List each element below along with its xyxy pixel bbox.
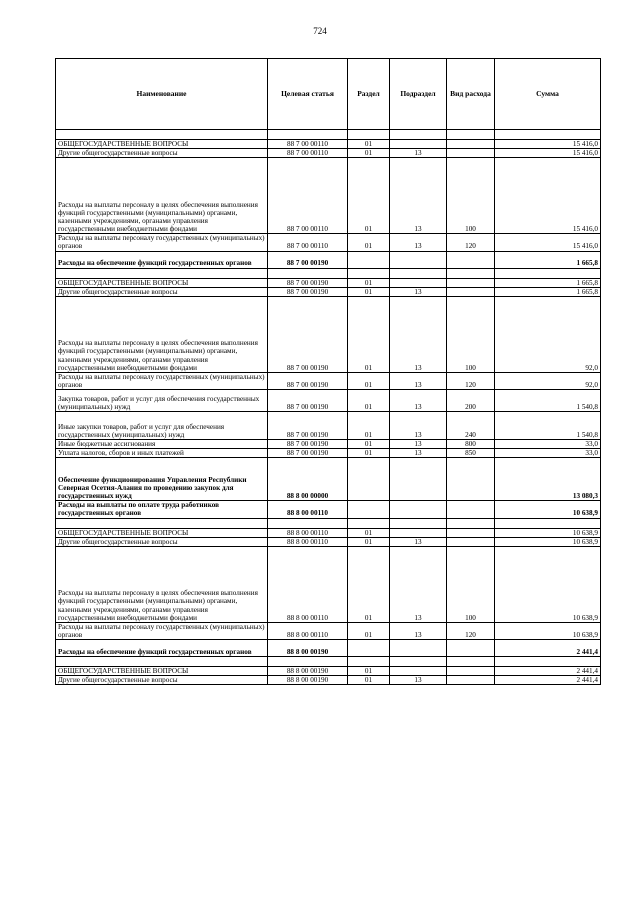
cell-target: 88 7 00 00190 (268, 278, 348, 287)
cell-expense-type (447, 149, 495, 158)
cell-sum: 10 638,9 (495, 546, 601, 622)
cell-section: 01 (348, 158, 390, 234)
cell-target: 88 7 00 00190 (268, 372, 348, 389)
cell-expense-type: 240 (447, 412, 495, 440)
table-row (56, 296, 601, 372)
cell-subsection (390, 528, 447, 537)
cell-section: 01 (348, 234, 390, 251)
table-row (56, 458, 601, 501)
spacer-row (56, 130, 601, 140)
table-row (56, 278, 601, 287)
spacer-cell (348, 130, 390, 140)
cell-sum: 1 540,8 (495, 412, 601, 440)
cell-expense-type: 120 (447, 622, 495, 639)
cell-name: Другие общегосударственные вопросы (56, 676, 268, 685)
table-row (56, 390, 601, 412)
cell-target: 88 8 00 00110 (268, 546, 348, 622)
cell-sum: 33,0 (495, 449, 601, 458)
spacer-cell (447, 657, 495, 667)
cell-expense-type (447, 676, 495, 685)
table-row (56, 546, 601, 622)
spacer-cell (268, 268, 348, 278)
cell-sum: 92,0 (495, 372, 601, 389)
spacer-cell (447, 268, 495, 278)
cell-subsection: 13 (390, 234, 447, 251)
cell-section: 01 (348, 546, 390, 622)
cell-section (348, 251, 390, 268)
cell-subsection: 13 (390, 537, 447, 546)
cell-subsection: 13 (390, 449, 447, 458)
cell-expense-type: 800 (447, 440, 495, 449)
cell-sum: 13 080,3 (495, 458, 601, 501)
cell-section: 01 (348, 528, 390, 537)
cell-expense-type (447, 667, 495, 676)
cell-target: 88 8 00 00000 (268, 458, 348, 501)
header-subsection: Подраздел (390, 59, 447, 130)
table-row (56, 501, 601, 518)
budget-table (55, 58, 601, 685)
table-row (56, 537, 601, 546)
table-row (56, 676, 601, 685)
cell-subsection: 13 (390, 158, 447, 234)
cell-sum: 15 416,0 (495, 140, 601, 149)
cell-subsection: 13 (390, 149, 447, 158)
spacer-row (56, 268, 601, 278)
spacer-cell (390, 130, 447, 140)
cell-subsection: 13 (390, 412, 447, 440)
cell-name: Расходы на обеспечение функций государственных органов (56, 640, 268, 657)
cell-expense-type: 200 (447, 390, 495, 412)
cell-expense-type: 100 (447, 158, 495, 234)
cell-section (348, 640, 390, 657)
spacer-cell (495, 657, 601, 667)
table-row (56, 449, 601, 458)
cell-subsection: 13 (390, 287, 447, 296)
spacer-cell (495, 518, 601, 528)
cell-expense-type (447, 251, 495, 268)
table-row (56, 440, 601, 449)
table-header-row (56, 59, 601, 130)
header-target: Целевая статья (268, 59, 348, 130)
cell-target: 88 7 00 00190 (268, 440, 348, 449)
cell-expense-type: 120 (447, 234, 495, 251)
spacer-cell (268, 518, 348, 528)
cell-name: Расходы на обеспечение функций государственных органов (56, 251, 268, 268)
spacer-row (56, 657, 601, 667)
cell-expense-type (447, 501, 495, 518)
cell-target: 88 8 00 00110 (268, 501, 348, 518)
cell-section: 01 (348, 440, 390, 449)
table-row (56, 149, 601, 158)
cell-target: 88 7 00 00110 (268, 158, 348, 234)
cell-target: 88 7 00 00190 (268, 449, 348, 458)
spacer-cell (268, 130, 348, 140)
cell-subsection: 13 (390, 440, 447, 449)
cell-section: 01 (348, 449, 390, 458)
cell-name: Расходы на выплаты персоналу в целях обеспечения выполнения функций государственными (муниципальными) органами, казенными учреждениями, органами управления государственными внебюджетными фондами (56, 296, 268, 372)
cell-name: Расходы на выплаты персоналу в целях обеспечения выполнения функций государственными (муниципальными) органами, казенными учреждениями, органами управления государственными внебюджетными фондами (56, 546, 268, 622)
cell-sum: 2 441,4 (495, 667, 601, 676)
header-section: Раздел (348, 59, 390, 130)
spacer-row (56, 518, 601, 528)
spacer-cell (56, 268, 268, 278)
spacer-cell (447, 130, 495, 140)
cell-subsection (390, 501, 447, 518)
cell-section: 01 (348, 537, 390, 546)
cell-sum: 10 638,9 (495, 528, 601, 537)
spacer-cell (447, 518, 495, 528)
table-row (56, 140, 601, 149)
cell-expense-type (447, 278, 495, 287)
cell-expense-type: 120 (447, 372, 495, 389)
page-number: 724 (313, 26, 327, 36)
spacer-cell (390, 268, 447, 278)
cell-target: 88 7 00 00190 (268, 251, 348, 268)
cell-expense-type (447, 287, 495, 296)
spacer-cell (348, 518, 390, 528)
cell-section: 01 (348, 278, 390, 287)
cell-subsection (390, 278, 447, 287)
cell-expense-type (447, 640, 495, 657)
cell-name: Закупка товаров, работ и услуг для обеспечения государственных (муниципальных) нужд (56, 390, 268, 412)
cell-name: ОБЩЕГОСУДАРСТВЕННЫЕ ВОПРОСЫ (56, 140, 268, 149)
table-row (56, 640, 601, 657)
cell-subsection (390, 458, 447, 501)
spacer-cell (495, 130, 601, 140)
cell-sum: 92,0 (495, 296, 601, 372)
cell-name: ОБЩЕГОСУДАРСТВЕННЫЕ ВОПРОСЫ (56, 278, 268, 287)
cell-expense-type: 850 (447, 449, 495, 458)
cell-subsection: 13 (390, 676, 447, 685)
cell-expense-type (447, 140, 495, 149)
table-row (56, 158, 601, 234)
cell-target: 88 8 00 00190 (268, 640, 348, 657)
cell-name: Другие общегосударственные вопросы (56, 149, 268, 158)
table-row (56, 528, 601, 537)
table-row (56, 234, 601, 251)
cell-target: 88 7 00 00190 (268, 390, 348, 412)
spacer-cell (56, 518, 268, 528)
cell-sum: 1 665,8 (495, 287, 601, 296)
cell-expense-type (447, 458, 495, 501)
cell-target: 88 7 00 00190 (268, 412, 348, 440)
table-row (56, 667, 601, 676)
cell-sum: 15 416,0 (495, 234, 601, 251)
spacer-cell (56, 657, 268, 667)
cell-section: 01 (348, 140, 390, 149)
cell-name: Иные бюджетные ассигнования (56, 440, 268, 449)
cell-section: 01 (348, 149, 390, 158)
cell-section (348, 458, 390, 501)
table-body (56, 130, 601, 685)
cell-subsection: 13 (390, 372, 447, 389)
table-row (56, 287, 601, 296)
cell-name: Другие общегосударственные вопросы (56, 287, 268, 296)
cell-section: 01 (348, 296, 390, 372)
cell-subsection (390, 640, 447, 657)
cell-sum: 10 638,9 (495, 501, 601, 518)
cell-subsection: 13 (390, 546, 447, 622)
cell-section: 01 (348, 412, 390, 440)
cell-sum: 2 441,4 (495, 640, 601, 657)
cell-name: Иные закупки товаров, работ и услуг для обеспечения государственных (муниципальных) нужд (56, 412, 268, 440)
cell-sum: 1 665,8 (495, 251, 601, 268)
cell-subsection (390, 140, 447, 149)
cell-sum: 10 638,9 (495, 622, 601, 639)
cell-target: 88 8 00 00110 (268, 528, 348, 537)
cell-sum: 10 638,9 (495, 537, 601, 546)
spacer-cell (348, 657, 390, 667)
cell-expense-type: 100 (447, 296, 495, 372)
table-row (56, 622, 601, 639)
cell-target: 88 7 00 00110 (268, 140, 348, 149)
cell-name: Расходы на выплаты персоналу государственных (муниципальных) органов (56, 622, 268, 639)
spacer-cell (348, 268, 390, 278)
spacer-cell (495, 268, 601, 278)
header-sum: Сумма (495, 59, 601, 130)
table-row (56, 412, 601, 440)
cell-expense-type (447, 537, 495, 546)
cell-target: 88 7 00 00110 (268, 234, 348, 251)
cell-sum: 15 416,0 (495, 158, 601, 234)
cell-target: 88 8 00 00110 (268, 622, 348, 639)
cell-sum: 1 540,8 (495, 390, 601, 412)
cell-sum: 1 665,8 (495, 278, 601, 287)
cell-target: 88 7 00 00190 (268, 296, 348, 372)
spacer-cell (390, 657, 447, 667)
cell-target: 88 7 00 00110 (268, 149, 348, 158)
header-expense-type: Вид расхода (447, 59, 495, 130)
cell-section: 01 (348, 667, 390, 676)
cell-subsection: 13 (390, 390, 447, 412)
cell-subsection: 13 (390, 296, 447, 372)
cell-subsection (390, 667, 447, 676)
cell-name: Расходы на выплаты персоналу государственных (муниципальных) органов (56, 234, 268, 251)
cell-target: 88 8 00 00190 (268, 676, 348, 685)
cell-name: Расходы на выплаты персоналу в целях обеспечения выполнения функций государственными (муниципальными) органами, казенными учреждениями, органами управления государственными внебюджетными фондами (56, 158, 268, 234)
cell-section: 01 (348, 390, 390, 412)
table-row (56, 372, 601, 389)
cell-section: 01 (348, 287, 390, 296)
cell-target: 88 8 00 00110 (268, 537, 348, 546)
cell-name: Расходы на выплаты по оплате труда работников государственных органов (56, 501, 268, 518)
cell-section: 01 (348, 676, 390, 685)
spacer-cell (56, 130, 268, 140)
cell-target: 88 7 00 00190 (268, 287, 348, 296)
cell-name: ОБЩЕГОСУДАРСТВЕННЫЕ ВОПРОСЫ (56, 528, 268, 537)
cell-sum: 15 416,0 (495, 149, 601, 158)
cell-name: ОБЩЕГОСУДАРСТВЕННЫЕ ВОПРОСЫ (56, 667, 268, 676)
cell-expense-type: 100 (447, 546, 495, 622)
spacer-cell (268, 657, 348, 667)
cell-name: Другие общегосударственные вопросы (56, 537, 268, 546)
table-row (56, 251, 601, 268)
cell-subsection (390, 251, 447, 268)
header-name: Наименование (56, 59, 268, 130)
cell-section: 01 (348, 372, 390, 389)
cell-name: Расходы на выплаты персоналу государственных (муниципальных) органов (56, 372, 268, 389)
cell-sum: 33,0 (495, 440, 601, 449)
cell-section (348, 501, 390, 518)
cell-name: Обеспечение функционирования Управления Республики Северная Осетия-Алания по проведению закупок для государственных нужд (56, 458, 268, 501)
cell-expense-type (447, 528, 495, 537)
cell-target: 88 8 00 00190 (268, 667, 348, 676)
cell-sum: 2 441,4 (495, 676, 601, 685)
cell-name: Уплата налогов, сборов и иных платежей (56, 449, 268, 458)
cell-section: 01 (348, 622, 390, 639)
cell-subsection: 13 (390, 622, 447, 639)
spacer-cell (390, 518, 447, 528)
